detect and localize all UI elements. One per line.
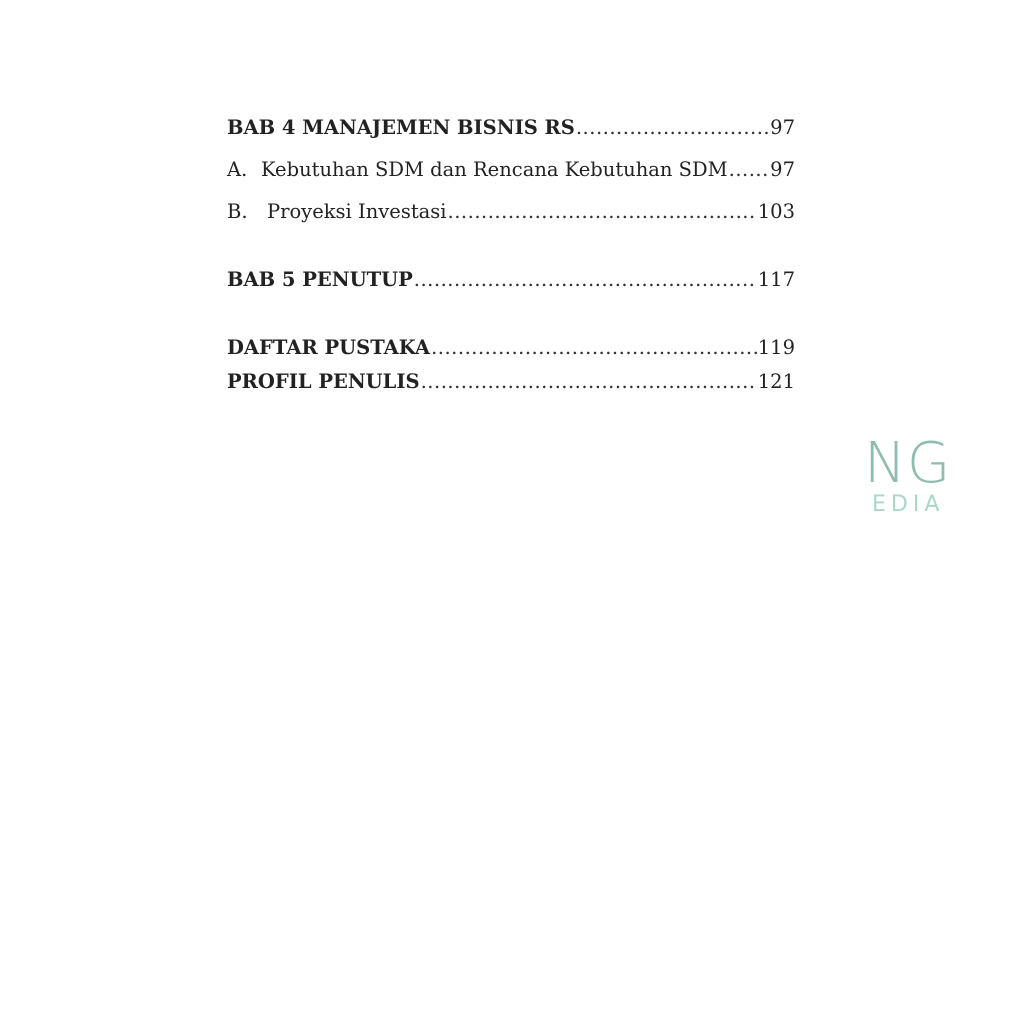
- dot-leader: [421, 366, 757, 398]
- toc-entry-bab-5: [227, 264, 795, 296]
- toc-entry-proyeksi-investasi: [227, 196, 795, 228]
- publisher-watermark: [864, 431, 954, 517]
- toc-entry-page: 121: [757, 370, 795, 393]
- toc-entry-page: 119: [757, 336, 795, 359]
- dot-leader: [431, 332, 757, 364]
- watermark-main-text: NG: [864, 431, 952, 496]
- toc-entry-title: DAFTAR PUSTAKA: [227, 336, 431, 359]
- watermark-sub-text: EDIA: [872, 492, 945, 517]
- dot-leader: [576, 112, 769, 144]
- toc-entry-page: 117: [757, 268, 795, 291]
- toc-entry-title: Kebutuhan SDM dan Rencana Kebutuhan SDM: [261, 158, 728, 181]
- dot-leader: [729, 154, 770, 186]
- toc-entry-prefix: B.: [227, 200, 248, 223]
- toc-entry-page: 97: [770, 158, 795, 181]
- toc-entry-daftar-pustaka: [227, 332, 795, 364]
- toc-entry-page: 103: [757, 200, 795, 223]
- toc-entry-title: BAB 4 MANAJEMEN BISNIS RS: [227, 116, 575, 139]
- dot-leader: [414, 264, 757, 296]
- toc-entry-prefix: A.: [227, 158, 248, 181]
- toc-entry-kebutuhan-sdm: [227, 154, 795, 186]
- toc-entry-bab-4: [227, 112, 795, 144]
- toc-entry-page: 97: [770, 116, 795, 139]
- toc-entry-title: BAB 5 PENUTUP: [227, 268, 413, 291]
- table-of-contents: [227, 112, 795, 398]
- toc-entry-title: PROFIL PENULIS: [227, 370, 420, 393]
- dot-leader: [448, 196, 757, 228]
- toc-entry-profil-penulis: [227, 366, 795, 398]
- toc-entry-title: Proyeksi Investasi: [267, 200, 447, 223]
